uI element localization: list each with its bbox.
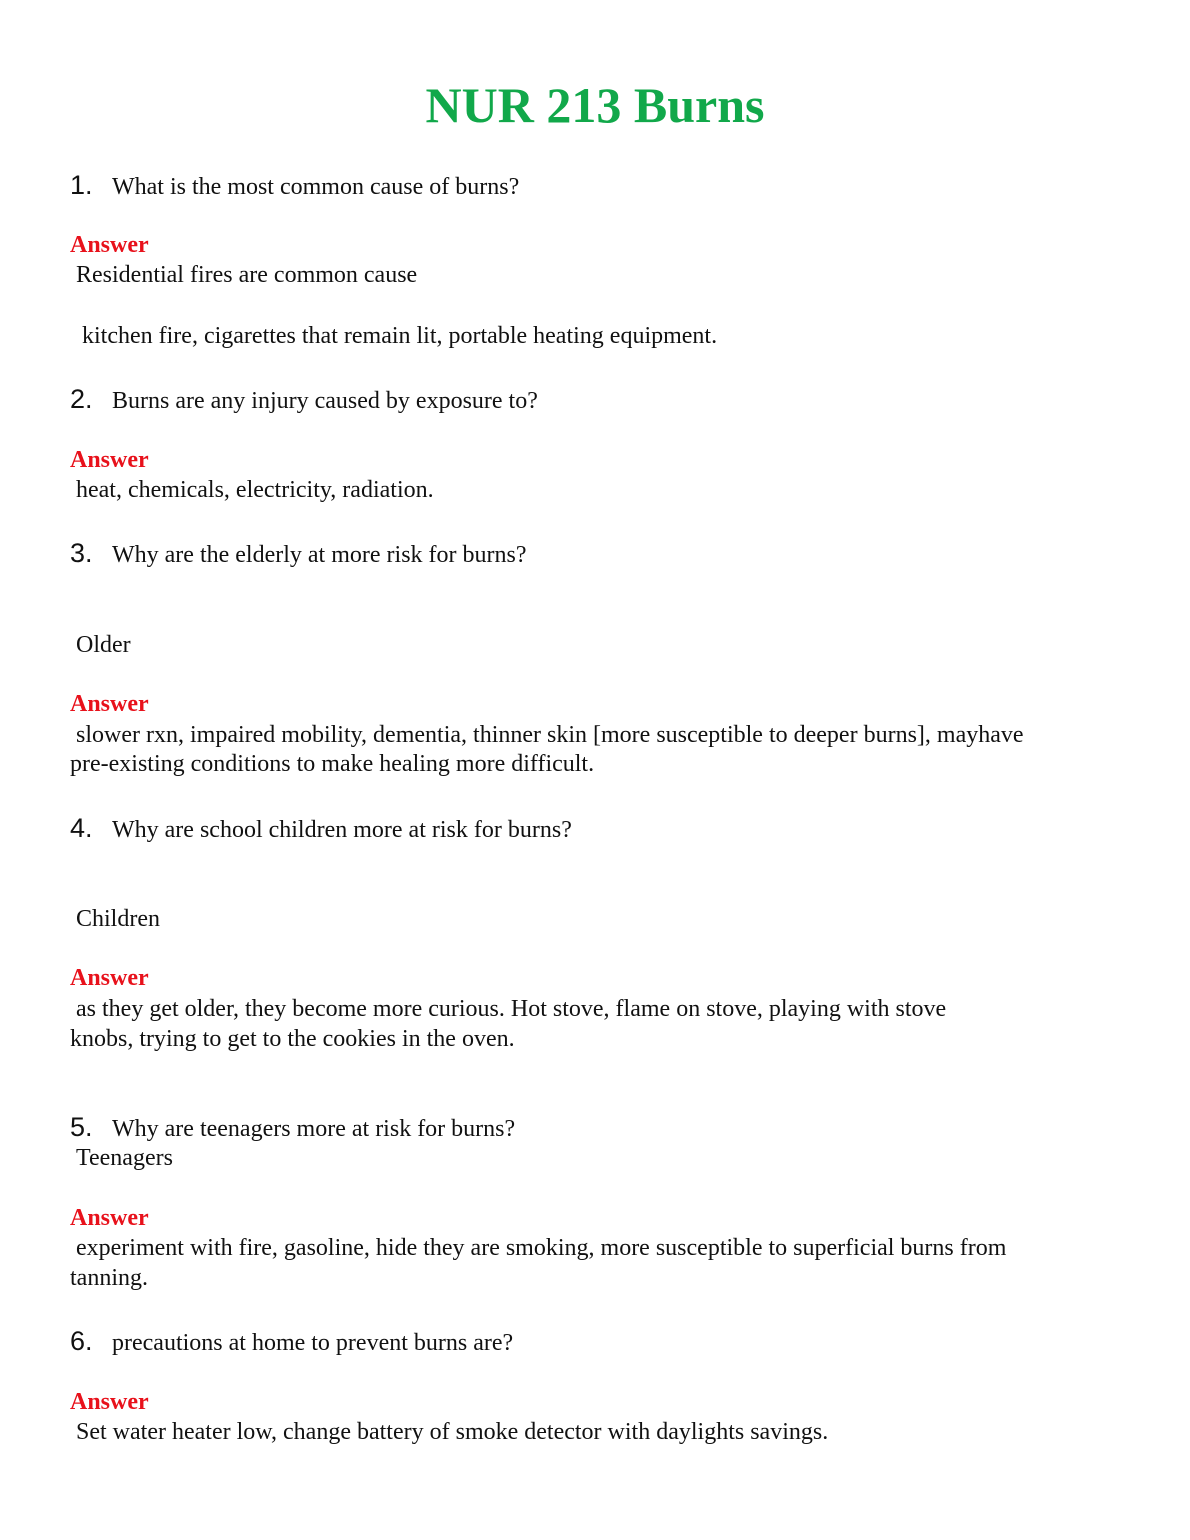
question-category: Children [70,906,160,932]
answer-label: Answer [70,965,149,991]
answer-label: Answer [70,691,149,717]
question-number: 5. [70,1112,93,1142]
answer-label: Answer [70,232,149,258]
question-text: Why are teenagers more at risk for burns? [112,1116,516,1142]
answer-text: pre-existing conditions to make healing more difficult. [70,751,595,777]
answer-text: as they get older, they become more curious. Hot stove, flame on stove, playing with stove [70,996,947,1022]
answer-text: experiment with fire, gasoline, hide they are smoking, more susceptible to superficial burns from [70,1235,1007,1261]
question-number: 3. [70,538,93,568]
question-category: Older [70,632,131,658]
question-number: 6. [70,1326,93,1356]
question-1 [70,170,519,202]
question-text: precautions at home to prevent burns are? [112,1330,514,1356]
page-title: NUR 213 Burns [425,77,765,133]
question-6 [70,1326,513,1358]
question-text: Why are school children more at risk for burns? [112,817,572,843]
question-number: 2. [70,384,93,414]
answer-text: Residential fires are common cause [70,262,418,288]
question-3 [70,538,527,570]
answer-text: knobs, trying to get to the cookies in the oven. [70,1026,515,1052]
question-4 [70,813,572,845]
answer-text: tanning. [70,1265,148,1291]
question-number: 1. [70,170,93,200]
answer-text: Set water heater low, change battery of smoke detector with daylights savings. [70,1419,829,1445]
question-5 [70,1112,515,1144]
answer-text: slower rxn, impaired mobility, dementia, thinner skin [more susceptible to deeper burns], mayhave [70,722,1024,748]
answer-label: Answer [70,447,149,473]
question-text: What is the most common cause of burns? [112,174,520,200]
question-2 [70,384,538,416]
answer-label: Answer [70,1389,149,1415]
question-category: Teenagers [70,1145,173,1171]
answer-label: Answer [70,1205,149,1231]
question-number: 4. [70,813,93,843]
answer-text: kitchen fire, cigarettes that remain lit, portable heating equipment. [70,323,718,349]
answer-text: heat, chemicals, electricity, radiation. [70,477,434,503]
question-text: Why are the elderly at more risk for burns? [112,542,527,568]
question-text: Burns are any injury caused by exposure to? [112,388,538,414]
